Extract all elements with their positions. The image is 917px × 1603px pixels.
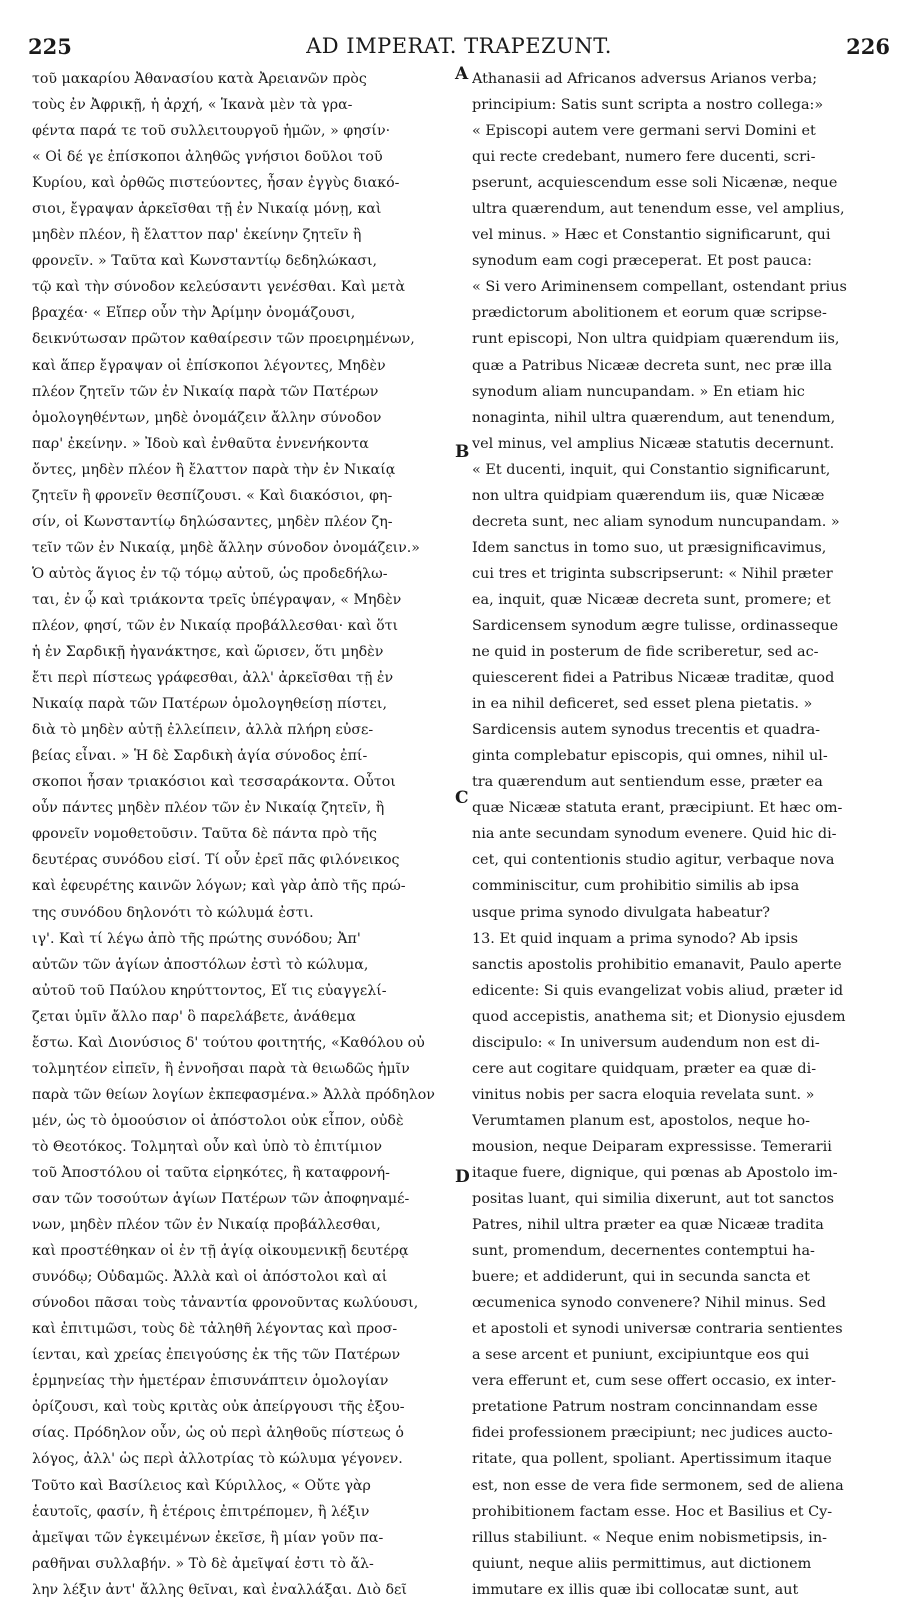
latin-text-line: ea, inquit, quæ Nicææ decreta sunt, promere; et bbox=[472, 591, 831, 608]
latin-text-line: est, non esse de vera fide sermonem, sed de aliena bbox=[472, 1477, 844, 1494]
greek-text-line: τοὺς ἐν Ἀφρικῇ, ἡ ἀρχή, « Ἱκανὰ μὲν τὰ γρα- bbox=[32, 97, 353, 114]
latin-text-line: rillus stabiliunt. « Neque enim nobismetipsis, in- bbox=[472, 1529, 827, 1546]
greek-text-line: ὄντες, μηδὲν πλέον ἢ ἔλαττον παρὰ τὴν ἐν Νικαίᾳ bbox=[32, 461, 396, 478]
greek-text-line: μηδὲν πλέον, ἢ ἔλαττον παρ' ἐκείνην ζητεῖν ἢ bbox=[32, 227, 362, 244]
page-number-left: 225 bbox=[28, 34, 72, 59]
greek-text-line: καὶ ἐφευρέτης καινῶν λόγων; καὶ γὰρ ἀπὸ τῆς πρώ- bbox=[32, 878, 406, 895]
latin-text-line: principium: Satis sunt scripta a nostro collega:» bbox=[472, 97, 824, 114]
greek-text-line: ὁρίζουσι, καὶ τοὺς κριτὰς οὐκ ἀπείργουσι τῆς ἐξου- bbox=[32, 1399, 405, 1416]
greek-text-line: βραχέα· « Εἴπερ οὖν τὴν Ἀρίμην ὀνομάζουσι, bbox=[32, 305, 356, 322]
page-number-right: 226 bbox=[846, 34, 890, 59]
greek-text-line: ἔστω. Καὶ Διονύσιος δ' τούτου φοιτητής, «Καθόλου οὐ bbox=[32, 1034, 425, 1051]
greek-text-line: τεῖν τῶν ἐν Νικαίᾳ, μηδὲ ἄλλην σύνοδον ὀνομάζειν.» bbox=[32, 539, 420, 556]
greek-text-line: σίν, οἱ Κωνσταντίῳ δηλώσαντες, μηδὲν πλέον ζη- bbox=[32, 513, 393, 530]
greek-text-line: καὶ ἅπερ ἔγραψαν οἱ ἐπίσκοποι λέγοντες, Μηδὲν bbox=[32, 357, 386, 374]
latin-text-line: Verumtamen planum est, apostolos, neque ho- bbox=[472, 1112, 810, 1129]
greek-text-line: ιγ'. Καὶ τί λέγω ἀπὸ τῆς πρώτης συνόδου; Ἀπ' bbox=[32, 930, 361, 947]
latin-text-line: ne quid in posterum de fide scriberetur, sed ac- bbox=[472, 644, 819, 661]
latin-text-line: Patres, nihil ultra præter ea quæ Nicææ tradita bbox=[472, 1217, 824, 1234]
latin-text-line: immutare ex illis quæ ibi collocatæ sunt, aut bbox=[472, 1581, 799, 1598]
latin-text-line: prohibitionem factam esse. Hoc et Basilius et Cy- bbox=[472, 1503, 833, 1520]
latin-text-line: cere aut cogitare quidquam, præter ea quæ di- bbox=[472, 1060, 817, 1077]
latin-text-line: « Et ducenti, inquit, qui Constantio significarunt, bbox=[472, 461, 831, 478]
greek-text-line: φέντα παρά τε τοῦ συλλειτουργοῦ ἡμῶν, » φησίν· bbox=[32, 123, 391, 140]
latin-text-line: cui tres et triginta subscripserunt: « Nihil præter bbox=[472, 565, 833, 582]
greek-text-line: βείας εἶναι. » Ἡ δὲ Σαρδικὴ ἁγία σύνοδος ἐπί- bbox=[32, 748, 368, 765]
greek-text-line: καὶ ἐπιτιμῶσι, τοὺς δὲ τἀληθῆ λέγοντας καὶ προσ- bbox=[32, 1321, 398, 1338]
margin-marker-c: C bbox=[455, 788, 469, 808]
latin-text-line: itaque fuere, dignique, qui pœnas ab Apostolo im- bbox=[472, 1164, 838, 1181]
latin-column bbox=[472, 66, 886, 1603]
greek-text-line: ἑρμηνείας τὴν ἡμετέραν ἐπισυνάπτειν ὁμολογίαν bbox=[32, 1373, 389, 1390]
greek-text-line: τῷ καὶ τὴν σύνοδον κελεύσαντι γενέσθαι. Καὶ μετὰ bbox=[32, 279, 406, 296]
latin-text-line: quæ a Patribus Nicææ decreta sunt, nec præ illa bbox=[472, 357, 832, 374]
latin-text-line: synodum eam cogi præceperat. Et post pauca: bbox=[472, 253, 812, 270]
latin-text-line: usque prima synodo divulgata habeatur? bbox=[472, 904, 770, 921]
greek-text-line: ἀμεῖψαι τῶν ἐγκειμένων ἐκεῖσε, ἢ μίαν γοῦν πα- bbox=[32, 1529, 384, 1546]
margin-marker-b: B bbox=[455, 442, 470, 462]
latin-text-line: a sese arcent et puniunt, excipiuntque eos qui bbox=[472, 1347, 810, 1364]
greek-text-line: καὶ προστέθηκαν οἱ ἐν τῇ ἁγίᾳ οἰκουμενικῇ δευτέρᾳ bbox=[32, 1243, 409, 1260]
greek-text-line: αὐτῶν τῶν ἁγίων ἀποστόλων ἐστὶ τὸ κώλυμα, bbox=[32, 956, 369, 973]
greek-text-line: φρονεῖν νομοθετοῦσιν. Ταῦτα δὲ πάντα πρὸ τῆς bbox=[32, 826, 377, 843]
latin-text-line: sunt, promendum, decernentes contemptui ha- bbox=[472, 1243, 815, 1260]
latin-text-line: in ea nihil deficeret, sed esset plena pietatis. » bbox=[472, 696, 813, 713]
latin-text-line: pretatione Patrum nostram concinnandam esse bbox=[472, 1399, 818, 1416]
greek-text-line: οὖν πάντες μηδὲν πλέον τῶν ἐν Νικαίᾳ ζητεῖν, ἢ bbox=[32, 800, 385, 817]
greek-text-line: ἔτι περὶ πίστεως γράφεσθαι, ἀλλ' ἀρκεῖσθαι τῇ ἐν bbox=[32, 670, 394, 687]
greek-text-line: ἑαυτοῖς, φασίν, ἢ ἑτέροις ἐπιτρέπομεν, ἢ λέξιν bbox=[32, 1503, 370, 1520]
greek-text-line: διὰ τὸ μηδὲν αὐτῇ ἐλλείπειν, ἀλλὰ πλήρη εὐσε- bbox=[32, 722, 374, 739]
latin-text-line: vera efferunt et, cum sese offert occasio, ex inter- bbox=[472, 1373, 837, 1390]
greek-text-line: παρ' ἐκείνην. » Ἰδοὺ καὶ ἐνθαῦτα ἐννενήκοντα bbox=[32, 435, 369, 452]
greek-text-line: λόγος, ἀλλ' ὡς περὶ ἀλλοτρίας τὸ κώλυμα γέγονεν. bbox=[32, 1451, 403, 1468]
margin-marker-d: D bbox=[455, 1167, 470, 1187]
latin-text-line: non ultra quidpiam quærendum iis, quæ Nicææ bbox=[472, 487, 825, 504]
latin-text-line: buere; et addiderunt, qui in secunda sancta et bbox=[472, 1269, 810, 1286]
latin-text-line: ginta complebatur episcopis, qui omnes, nihil ul- bbox=[472, 748, 828, 765]
latin-text-line: ultra quærendum, aut tenendum esse, vel amplius, bbox=[472, 201, 845, 218]
greek-text-line: αὐτοῦ τοῦ Παύλου κηρύττοντος, Εἴ τις εὐαγγελί- bbox=[32, 982, 387, 999]
latin-text-line: Athanasii ad Africanos adversus Arianos verba; bbox=[472, 71, 818, 87]
latin-text-line: ritate, qua pollent, spoliant. Apertissimum itaque bbox=[472, 1451, 832, 1468]
greek-text-line: ραθῆναι συλλαβήν. » Τὸ δὲ ἀμεῖψαί ἐστι τὸ ἄλ- bbox=[32, 1555, 374, 1572]
latin-text-line: nia ante secundam synodum evenere. Quid hic di- bbox=[472, 826, 837, 843]
greek-text-line: τοῦ Ἀποστόλου οἱ ταῦτα εἰρηκότες, ἢ καταφρονή- bbox=[32, 1164, 390, 1181]
greek-text-line: « Οἱ δέ γε ἐπίσκοποι ἀληθῶς γνήσιοι δοῦλοι τοῦ bbox=[32, 149, 383, 166]
greek-text-line: σύνοδοι πᾶσαι τοὺς τἀναντία φρονοῦντας κωλύουσι, bbox=[32, 1295, 419, 1312]
latin-text-line: cet, qui contentionis studio agitur, verbaque nova bbox=[472, 852, 835, 869]
greek-text-line: ται, ἐν ᾧ καὶ τριάκοντα τρεῖς ὑπέγραψαν, « Μηδὲν bbox=[32, 591, 402, 608]
latin-text-line: synodum aliam nuncupandam. » En etiam hic bbox=[472, 383, 805, 400]
latin-text-line: comminiscitur, cum prohibitio similis ab ipsa bbox=[472, 878, 800, 895]
latin-text-line: vel minus, vel amplius Nicææ statutis decernunt. bbox=[472, 435, 835, 452]
latin-text-line: quiunt, neque aliis permittimus, aut dictionem bbox=[472, 1555, 812, 1572]
greek-text-line: παρὰ τῶν θείων λογίων ἐκπεφασμένα.» Ἀλλὰ πρόδηλον bbox=[32, 1086, 435, 1103]
latin-text-line: tra quærendum aut sentiendum esse, præter ea bbox=[472, 774, 823, 791]
greek-text-line: Ὁ αὐτὸς ἅγιος ἐν τῷ τόμῳ αὐτοῦ, ὡς προδεδήλω- bbox=[32, 565, 388, 582]
greek-text-line: ίενται, καὶ χρείας ἐπειγούσης ἐκ τῆς τῶν Πατέρων bbox=[32, 1347, 401, 1364]
latin-text-line: œcumenica synodo convenere? Nihil minus. Sed bbox=[472, 1295, 826, 1312]
greek-text-line: Κυρίου, καὶ ὀρθῶς πιστεύοντες, ἦσαν ἐγγὺς διακό- bbox=[32, 175, 400, 192]
greek-text-line: μέν, ὡς τὸ ὁμοούσιον οἱ ἀπόστολοι οὐκ εἶπον, οὐδὲ bbox=[32, 1112, 404, 1129]
greek-text-line: σιοι, ἔγραψαν ἀρκεῖσθαι τῇ ἐν Νικαίᾳ μόνῃ, καὶ bbox=[32, 201, 382, 218]
greek-text-line: συνόδῳ; Οὐδαμῶς. Ἀλλὰ καὶ οἱ ἀπόστολοι καὶ αἱ bbox=[32, 1269, 388, 1286]
latin-text-line: nonaginta, nihil ultra quærendum, aut tenendum, bbox=[472, 409, 836, 426]
greek-text-line: τὸ Θεοτόκος. Τολμηταὶ οὖν καὶ ὑπὸ τὸ ἐπιτίμιον bbox=[32, 1138, 382, 1155]
latin-text-line: vel minus. » Hæc et Constantio significarunt, qui bbox=[472, 227, 831, 244]
greek-text-line: Νικαίᾳ παρὰ τῶν Πατέρων ὁμολογηθείσῃ πίστει, bbox=[32, 696, 387, 713]
latin-text-line: et apostoli et synodi universæ contraria sentientes bbox=[472, 1321, 843, 1338]
latin-text-line: qui recte credebant, numero fere ducenti, scri- bbox=[472, 149, 816, 166]
latin-text-line: quæ Nicææ statuta erant, præcipiunt. Et hæc om- bbox=[472, 800, 843, 817]
latin-text-line: mousion, neque Deiparam expressisse. Temerarii bbox=[472, 1138, 832, 1155]
latin-text-line: pserunt, acquiescendum esse soli Nicænæ, neque bbox=[472, 175, 838, 192]
greek-text-line: Τοῦτο καὶ Βασίλειος καὶ Κύριλλος, « Οὔτε γὰρ bbox=[32, 1477, 371, 1494]
greek-text-line: ζεται ὑμῖν ἄλλο παρ' ὃ παρελάβετε, ἀνάθεμα bbox=[32, 1008, 356, 1025]
page-header bbox=[28, 34, 890, 64]
latin-text-line: runt episcopi, Non ultra quidpiam quærendum iis, bbox=[472, 331, 840, 348]
latin-text-line: « Episcopi autem vere germani servi Domini et bbox=[472, 123, 816, 140]
greek-column bbox=[32, 66, 460, 1603]
latin-text-line: « Si vero Ariminensem compellant, ostendant prius bbox=[472, 279, 847, 296]
greek-text-line: ἡ ἐν Σαρδικῇ ἠγανάκτησε, καὶ ὥρισεν, ὅτι μηδὲν bbox=[32, 644, 384, 661]
latin-text-line: prædictorum abolitionem et eorum quæ scripse- bbox=[472, 305, 827, 322]
latin-text-line: vinitus nobis per sacra eloquia revelata sunt. » bbox=[472, 1086, 815, 1103]
latin-text-line: Sardicensis autem synodus trecentis et quadra- bbox=[472, 722, 821, 739]
latin-text-line: 13. Et quid inquam a prima synodo? Ab ipsis bbox=[472, 930, 798, 947]
latin-text-line: decreta sunt, nec aliam synodum nuncupandam. » bbox=[472, 513, 840, 530]
greek-text-line: πλέον ζητεῖν τῶν ἐν Νικαίᾳ παρὰ τῶν Πατέρων bbox=[32, 383, 379, 400]
greek-text-line: τολμητέον εἰπεῖν, ἢ ἐννοῆσαι παρὰ τὰ θειωδῶς ἡμῖν bbox=[32, 1060, 410, 1077]
greek-text-line: πλέον, φησί, τῶν ἐν Νικαίᾳ προβάλλεσθαι· καὶ ὅτι bbox=[32, 617, 399, 634]
greek-text-line: της συνόδου δηλονότι τὸ κώλυμά ἐστι. bbox=[32, 904, 314, 921]
greek-text-line: τοῦ μακαρίου Ἀθανασίου κατὰ Ἀρειανῶν πρὸς bbox=[32, 71, 367, 87]
greek-text-line: δευτέρας συνόδου εἰσί. Τί οὖν ἐρεῖ πᾶς φιλόνεικος bbox=[32, 852, 400, 869]
greek-text-line: νων, μηδὲν πλέον τῶν ἐν Νικαίᾳ προβάλλεσθαι, bbox=[32, 1217, 381, 1234]
latin-text-line: fidei professionem præcipiunt; nec judices aucto- bbox=[472, 1425, 833, 1442]
latin-text-line: Sardicensem synodum ægre tulisse, ordinasseque bbox=[472, 617, 839, 634]
latin-text-line: discipulo: « In universum audendum non est di- bbox=[472, 1034, 820, 1051]
latin-text-line: edicente: Si quis evangelizat vobis aliud, præter id bbox=[472, 982, 844, 999]
latin-text-line: positas luant, qui similia dixerunt, aut tot sanctos bbox=[472, 1191, 835, 1208]
margin-marker-a: A bbox=[455, 64, 469, 84]
greek-text-line: φρονεῖν. » Ταῦτα καὶ Κωνσταντίῳ δεδηλώκασι, bbox=[32, 253, 378, 270]
greek-text-line: ζητεῖν ἢ φρονεῖν θεσπίζουσι. « Καὶ διακόσιοι, φη- bbox=[32, 487, 393, 504]
greek-text-line: σίας. Πρόδηλον οὖν, ὡς οὐ περὶ ἀληθοῦς πίστεως ὁ bbox=[32, 1425, 404, 1442]
greek-text-line: δεικνύτωσαν πρῶτον καθαίρεσιν τῶν προειρημένων, bbox=[32, 331, 415, 348]
greek-text-line: ὁμολογηθέντων, μηδὲ ὀνομάζειν ἄλλην σύνοδον bbox=[32, 409, 382, 426]
greek-text-line: σαν τῶν τοσούτων ἁγίων Πατέρων τῶν ἀποφηναμέ- bbox=[32, 1191, 410, 1208]
latin-text-line: Idem sanctus in tomo suo, ut præsignificavimus, bbox=[472, 539, 827, 556]
greek-text-line: σκοποι ἦσαν τριακόσιοι καὶ τεσσαράκοντα. Οὗτοι bbox=[32, 774, 396, 791]
running-title: AD IMPERAT. TRAPEZUNT. bbox=[306, 34, 612, 58]
latin-text-line: quod accepistis, anathema sit; et Dionysio ejusdem bbox=[472, 1008, 846, 1025]
latin-text-line: quiescerent fidei a Patribus Nicææ traditæ, quod bbox=[472, 670, 835, 687]
greek-text-line: λην λέξιν ἀντ' ἄλλης θεῖναι, καὶ ἐναλλάξαι. Διὸ δεῖ bbox=[32, 1581, 407, 1598]
latin-text-line: sanctis apostolis prohibitio emanavit, Paulo aperte bbox=[472, 956, 842, 973]
